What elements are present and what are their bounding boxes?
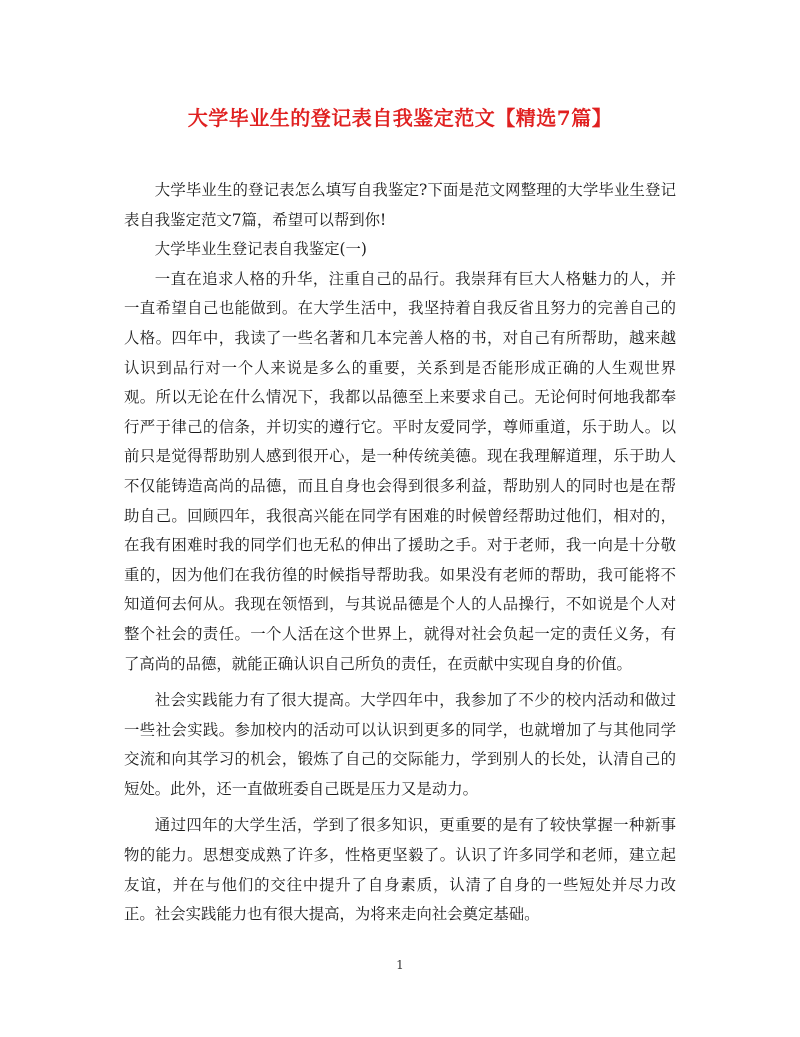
document-title: 大学毕业生的登记表自我鉴定范文【精选7篇】 — [187, 106, 613, 130]
body-paragraph-3: 通过四年的大学生活，学到了很多知识，更重要的是有了较快掌握一种新事物的能力。思想变成熟了许多，性格更坚毅了。认识了许多同学和老师，建立起友谊，并在与他们的交往中提升了自身素质，认清了自身的一些短处并尽力改正。社会实践能力也有很大提高，为将来走向社会奠定基础。 — [124, 816, 676, 924]
section-heading: 大学毕业生登记表自我鉴定(一) — [154, 240, 367, 259]
intro-paragraph: 大学毕业生的登记表怎么填写自我鉴定?下面是范文网整理的大学毕业生登记表自我鉴定范文7篇，希望可以帮到你! — [124, 181, 676, 229]
body-paragraph-2: 社会实践能力有了很大提高。大学四年中，我参加了不少的校内活动和做过一些社会实践。参加校内的活动可以认识到更多的同学，也就增加了与其他同学交流和向其学习的机会，锻炼了自己的交际能力，学到别人的长处，认清自己的短处。此外，还一直做班委自己既是压力又是动力。 — [124, 691, 676, 798]
document-body — [124, 176, 676, 930]
body-paragraph-1: 一直在追求人格的升华，注重自己的品行。我崇拜有巨大人格魅力的人，并一直希望自己也能做到。在大学生活中，我坚持着自我反省且努力的完善自己的人格。四年中，我读了一些名著和几本完善人格的书，对自己有所帮助，越来越认识到品行对一个人来说是多么的重要，关系到是否能形成正确的人生观世界观。所以无论在什么情况下，我都以品德至上来要求自己。无论何时何地我都奉行严于律己的信条，并切实的遵行它。平时友爱同学，尊师重道，乐于助人。以前只是觉得帮助别人感到很开心，是一种传统美德。现在我理解道理，乐于助人不仅能铸造高尚的品德，而且自身也会得到很多利益，帮助别人的同时也是在帮助自己。回顾四年，我很高兴能在同学有困难的时候曾经帮助过他们，相对的，在我有困难时我的同学们也无私的伸出了援助之手。对于老师，我一向是十分敬重的，因为他们在我彷徨的时候指导帮助我。如果没有老师的帮助，我可能将不知道何去何从。我现在领悟到，与其说品德是个人的人品操行，不如说是个人对整个社会的责任。一个人活在这个世界上，就得对社会负起一定的责任义务，有了高尚的品德，就能正确认识自己所负的责任，在贡献中实现自身的价值。 — [124, 269, 676, 673]
page-number: 1 — [396, 958, 404, 972]
